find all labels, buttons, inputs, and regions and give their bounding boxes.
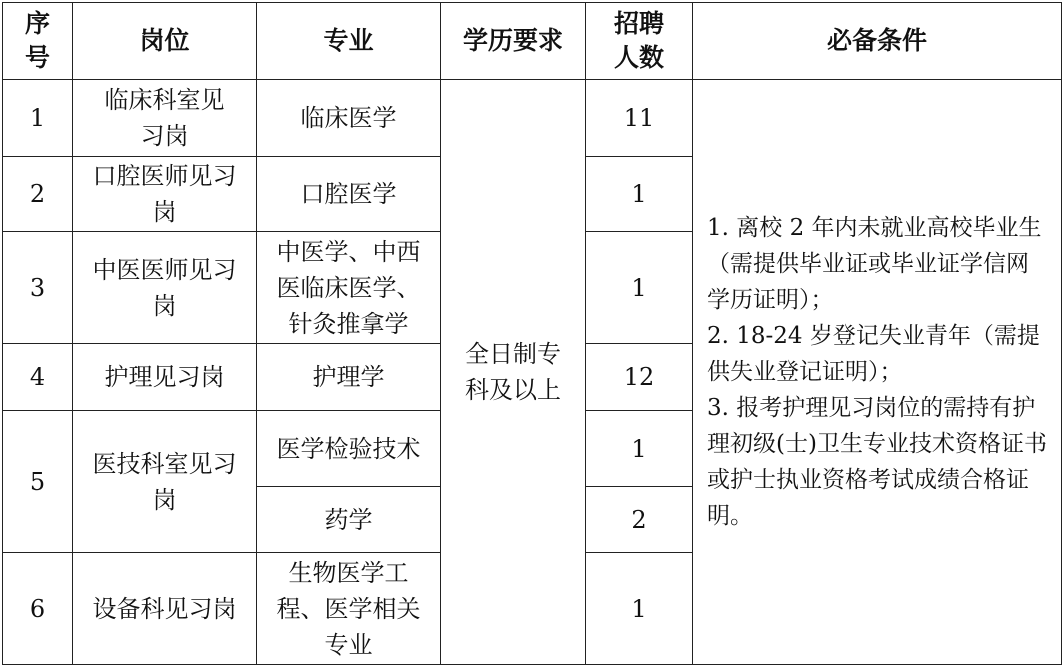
recruitment-table bbox=[2, 2, 1062, 665]
row-major: 口腔医学 bbox=[257, 157, 441, 232]
row-seq: 4 bbox=[3, 344, 73, 411]
header-education: 学历要求 bbox=[441, 3, 586, 80]
row-seq: 3 bbox=[3, 232, 73, 344]
row-count: 1 bbox=[586, 232, 693, 344]
row-count: 2 bbox=[586, 487, 693, 553]
requirement-item: 2. 18-24 岁登记失业青年（需提供失业登记证明）； bbox=[707, 323, 1040, 385]
header-position: 岗位 bbox=[73, 3, 257, 80]
header-requirements: 必备条件 bbox=[693, 3, 1062, 80]
row-seq: 6 bbox=[3, 553, 73, 665]
row-seq: 5 bbox=[3, 411, 73, 553]
header-row bbox=[3, 3, 1062, 80]
requirements-cell bbox=[693, 80, 1062, 665]
header-count: 招聘人数 bbox=[586, 3, 693, 80]
requirement-item: 3. 报考护理见习岗位的需持有护理初级(士)卫生专业技术资格证书或护士执业资格考试成绩合格证明。 bbox=[707, 395, 1047, 529]
row-position: 中医医师见习岗 bbox=[73, 232, 257, 344]
row-seq: 1 bbox=[3, 80, 73, 157]
row-count: 11 bbox=[586, 80, 693, 157]
header-seq: 序号 bbox=[3, 3, 73, 80]
table-row bbox=[3, 80, 1062, 157]
row-count: 12 bbox=[586, 344, 693, 411]
row-position: 临床科室见习岗 bbox=[73, 80, 257, 157]
row-position: 医技科室见习岗 bbox=[73, 411, 257, 553]
row-major: 药学 bbox=[257, 487, 441, 553]
row-position: 设备科见习岗 bbox=[73, 553, 257, 665]
requirement-item: 1. 离校 2 年内未就业高校毕业生（需提供毕业证或毕业证学信网学历证明）； bbox=[707, 215, 1042, 313]
row-major: 中医学、中西医临床医学、针灸推拿学 bbox=[257, 232, 441, 344]
row-major: 生物医学工程、医学相关专业 bbox=[257, 553, 441, 665]
row-count: 1 bbox=[586, 553, 693, 665]
row-seq: 2 bbox=[3, 157, 73, 232]
header-major: 专业 bbox=[257, 3, 441, 80]
row-position: 护理见习岗 bbox=[73, 344, 257, 411]
row-major: 医学检验技术 bbox=[257, 411, 441, 487]
education-requirement-cell: 全日制专科及以上 bbox=[441, 80, 586, 665]
row-position: 口腔医师见习岗 bbox=[73, 157, 257, 232]
row-major: 护理学 bbox=[257, 344, 441, 411]
row-count: 1 bbox=[586, 411, 693, 487]
row-major: 临床医学 bbox=[257, 80, 441, 157]
row-count: 1 bbox=[586, 157, 693, 232]
